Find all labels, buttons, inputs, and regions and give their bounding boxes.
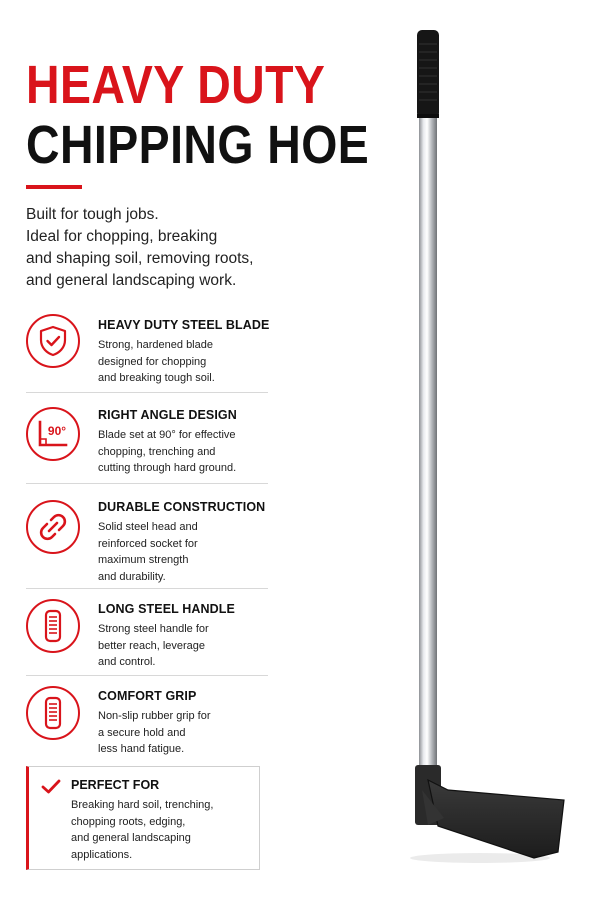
feature-line: better reach, leverage: [98, 639, 206, 652]
perfect-for-box: [26, 766, 260, 870]
page-title: [26, 55, 370, 175]
feature-description: [98, 519, 273, 585]
feature-description: [98, 621, 273, 671]
feature-line: Strong, hardened blade: [98, 339, 213, 351]
feature-description: [98, 337, 273, 387]
intro-line: Ideal for chopping, breaking: [26, 228, 218, 245]
perfect-for-line: applications.: [71, 848, 133, 861]
intro-line: and general landscaping work.: [26, 272, 237, 289]
feature-title: RIGHT ANGLE DESIGN: [98, 408, 237, 422]
feature-right-angle: [26, 393, 268, 484]
perfect-for-line: Breaking hard soil, trenching,: [71, 799, 214, 811]
feature-long-handle: [26, 589, 268, 676]
feature-steel-blade: [26, 302, 268, 393]
feature-line: cutting through hard ground.: [98, 462, 237, 474]
checkmark-icon: [41, 779, 61, 795]
steel-handle: [419, 108, 437, 798]
title-line-1: HEAVY DUTY: [26, 55, 326, 115]
feature-line: a secure hold and: [98, 726, 186, 739]
perfect-for-title: PERFECT FOR: [71, 778, 160, 792]
title-underline: [26, 185, 82, 189]
rubber-grip-icon: [26, 686, 80, 740]
feature-title: HEAVY DUTY STEEL BLADE: [98, 318, 270, 332]
feature-list: [26, 302, 268, 764]
shield-check-icon: [26, 314, 80, 368]
feature-line: reinforced socket for: [98, 537, 198, 550]
handle-grip-icon: [26, 599, 80, 653]
feature-title: DURABLE CONSTRUCTION: [98, 500, 266, 514]
feature-description: [98, 708, 273, 758]
chain-link-icon: [26, 500, 80, 554]
hoe-product-image: [380, 20, 580, 870]
intro-line: and shaping soil, removing roots,: [26, 250, 254, 267]
feature-title: LONG STEEL HANDLE: [98, 602, 235, 616]
feature-line: designed for chopping: [98, 355, 207, 368]
intro-text: [26, 204, 346, 292]
feature-line: chopping, trenching and: [98, 445, 216, 458]
feature-line: less hand fatigue.: [98, 743, 185, 755]
feature-comfort-grip: [26, 676, 268, 764]
title-line-2: CHIPPING HOE: [26, 115, 370, 175]
feature-line: Solid steel head and: [98, 521, 198, 533]
hoe-head: [410, 765, 564, 863]
perfect-for-line: chopping roots, edging,: [71, 815, 186, 828]
feature-line: and breaking tough soil.: [98, 372, 215, 384]
feature-line: and durability.: [98, 570, 166, 583]
rubber-grip: [417, 30, 439, 118]
feature-durable-construction: [26, 484, 268, 589]
perfect-for-description: [71, 797, 213, 863]
feature-line: Strong steel handle for: [98, 623, 209, 635]
feature-description: [98, 427, 273, 477]
right-angle-icon: [26, 407, 80, 461]
feature-line: Blade set at 90° for effective: [98, 429, 236, 441]
angle-label: 90°: [47, 424, 67, 438]
perfect-for-line: and general landscaping: [71, 832, 191, 844]
feature-line: maximum strength: [98, 554, 189, 566]
feature-line: Non-slip rubber grip for: [98, 710, 211, 722]
feature-title: COMFORT GRIP: [98, 689, 197, 703]
feature-line: and control.: [98, 656, 156, 668]
intro-line: Built for tough jobs.: [26, 206, 159, 223]
